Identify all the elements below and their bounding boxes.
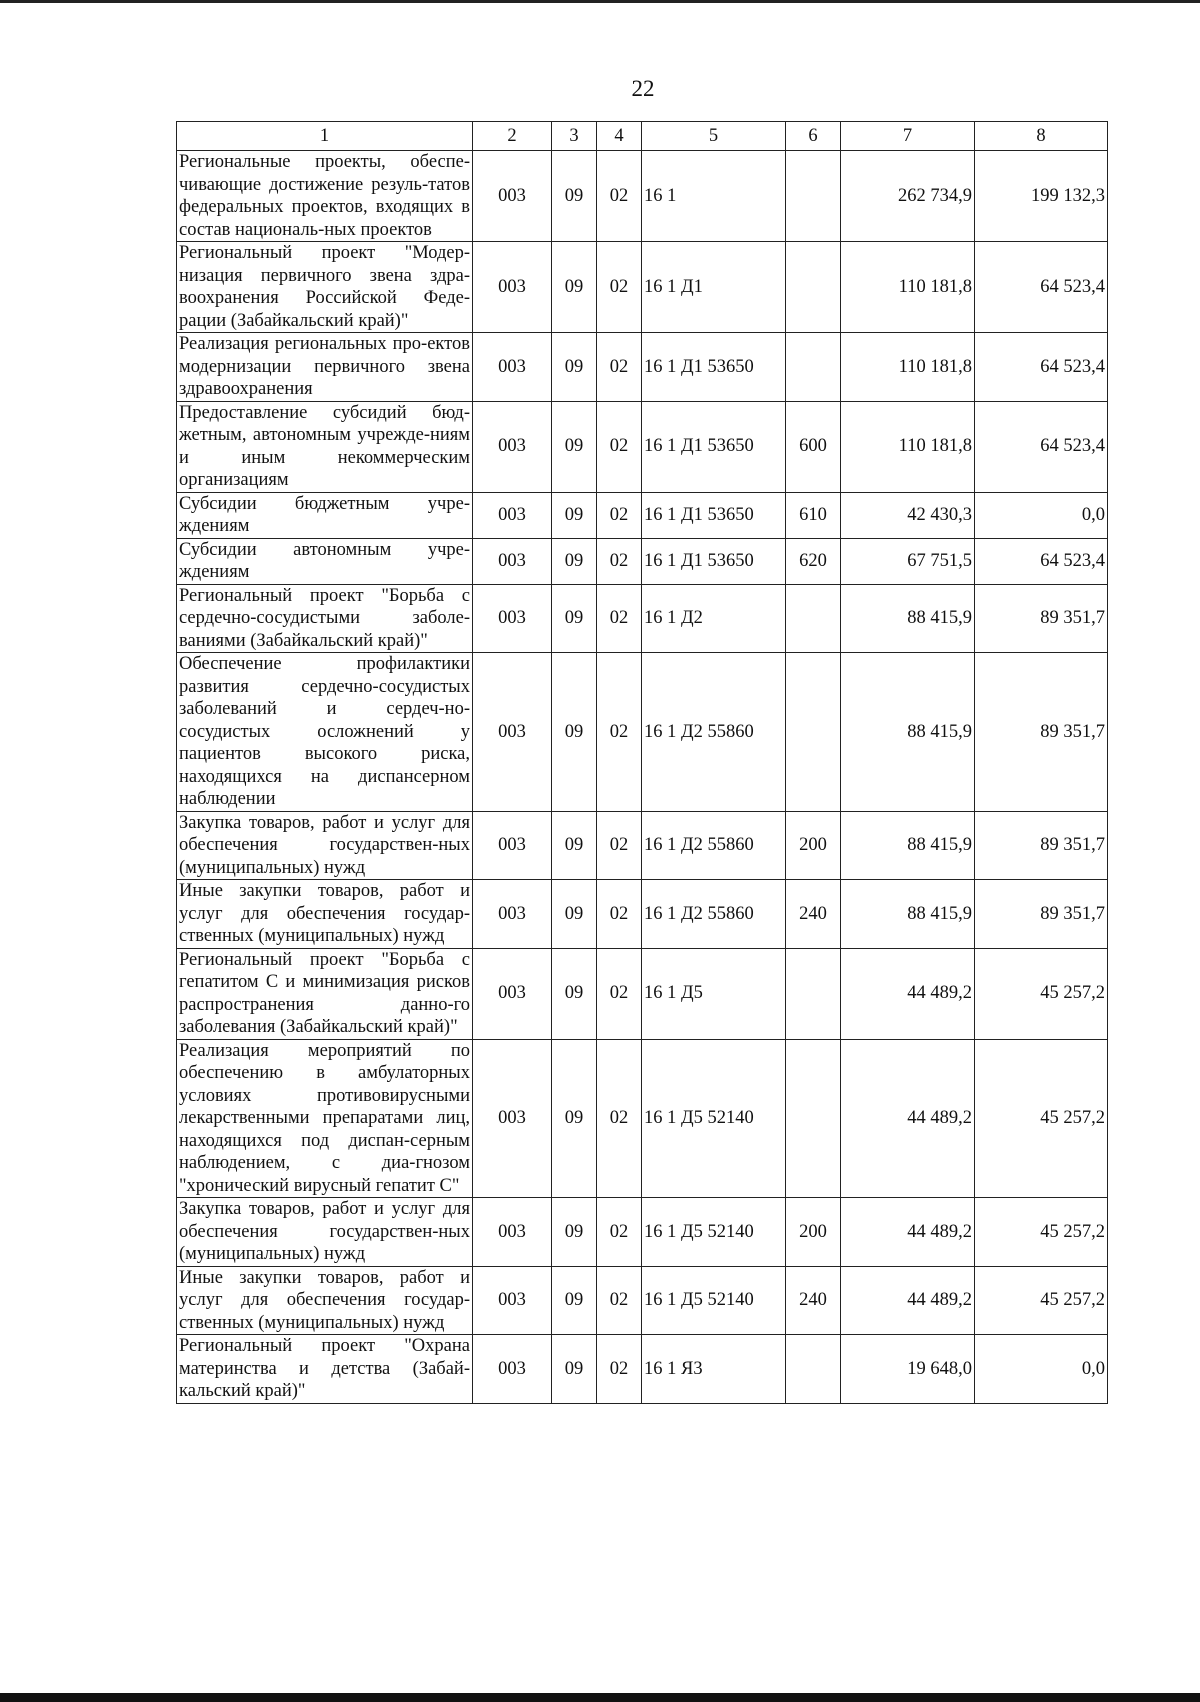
amount-col-7-cell: 88 415,9 — [841, 811, 975, 880]
code-col-5-cell: 16 1 Д5 — [642, 948, 786, 1039]
amount-col-7-cell: 44 489,2 — [841, 1039, 975, 1198]
code-col-3-cell: 09 — [552, 492, 597, 538]
row-name-cell: Предоставление субсидий бюд-жетным, автономным учрежде-ниям и иным некоммерческим организациям — [177, 401, 473, 492]
code-col-4-cell: 02 — [597, 1335, 642, 1404]
code-col-6-cell: 200 — [786, 811, 841, 880]
table-row — [177, 492, 1108, 538]
code-col-4-cell: 02 — [597, 1266, 642, 1335]
code-col-4-cell: 02 — [597, 242, 642, 333]
code-col-5-cell: 16 1 Д1 53650 — [642, 333, 786, 402]
code-col-2-cell: 003 — [473, 653, 552, 812]
row-name-cell: Региональный проект "Модер-низация первичного звена здра-воохранения Российской Феде-рации (Забайкальский край)" — [177, 242, 473, 333]
code-col-5-cell: 16 1 Д5 52140 — [642, 1198, 786, 1267]
amount-col-7-cell: 44 489,2 — [841, 1266, 975, 1335]
table-row — [177, 333, 1108, 402]
amount-col-7-cell: 88 415,9 — [841, 880, 975, 949]
code-col-5-cell: 16 1 Д1 53650 — [642, 492, 786, 538]
code-col-3-cell: 09 — [552, 584, 597, 653]
amount-col-8-cell: 45 257,2 — [975, 1198, 1108, 1267]
top-border-line — [0, 0, 1200, 3]
code-col-2-cell: 003 — [473, 811, 552, 880]
table-row — [177, 538, 1108, 584]
amount-col-8-cell: 89 351,7 — [975, 880, 1108, 949]
amount-col-8-cell: 45 257,2 — [975, 948, 1108, 1039]
table-row — [177, 584, 1108, 653]
code-col-6-cell: 610 — [786, 492, 841, 538]
row-name-cell: Обеспечение профилактики развития сердечно-сосудистых заболеваний и сердеч-но-сосудистых осложнений у пациентов высокого риска, находящихся на диспансерном наблюдении — [177, 653, 473, 812]
column-header-5: 5 — [642, 122, 786, 151]
amount-col-7-cell: 110 181,8 — [841, 333, 975, 402]
code-col-3-cell: 09 — [552, 653, 597, 812]
code-col-3-cell: 09 — [552, 1039, 597, 1198]
column-header-8: 8 — [975, 122, 1108, 151]
column-header-2: 2 — [473, 122, 552, 151]
code-col-2-cell: 003 — [473, 584, 552, 653]
code-col-6-cell: 620 — [786, 538, 841, 584]
code-col-6-cell: 200 — [786, 1198, 841, 1267]
row-name-cell: Реализация региональных про-ектов модернизации первичного звена здравоохранения — [177, 333, 473, 402]
code-col-3-cell: 09 — [552, 1266, 597, 1335]
code-col-2-cell: 003 — [473, 1039, 552, 1198]
code-col-3-cell: 09 — [552, 1198, 597, 1267]
code-col-6-cell — [786, 653, 841, 812]
table-row — [177, 1039, 1108, 1198]
code-col-3-cell: 09 — [552, 333, 597, 402]
amount-col-8-cell: 64 523,4 — [975, 538, 1108, 584]
amount-col-7-cell: 88 415,9 — [841, 584, 975, 653]
code-col-2-cell: 003 — [473, 242, 552, 333]
code-col-3-cell: 09 — [552, 242, 597, 333]
code-col-5-cell: 16 1 Д2 55860 — [642, 653, 786, 812]
table-row — [177, 1335, 1108, 1404]
code-col-4-cell: 02 — [597, 653, 642, 812]
table-row — [177, 242, 1108, 333]
row-name-cell: Закупка товаров, работ и услуг для обеспечения государствен-ных (муниципальных) нужд — [177, 811, 473, 880]
code-col-6-cell — [786, 584, 841, 653]
code-col-4-cell: 02 — [597, 584, 642, 653]
code-col-3-cell: 09 — [552, 948, 597, 1039]
amount-col-7-cell: 44 489,2 — [841, 1198, 975, 1267]
code-col-6-cell — [786, 1039, 841, 1198]
table-row — [177, 653, 1108, 812]
amount-col-8-cell: 89 351,7 — [975, 811, 1108, 880]
code-col-5-cell: 16 1 Я3 — [642, 1335, 786, 1404]
code-col-2-cell: 003 — [473, 1335, 552, 1404]
code-col-5-cell: 16 1 Д2 55860 — [642, 811, 786, 880]
amount-col-7-cell: 262 734,9 — [841, 151, 975, 242]
column-header-3: 3 — [552, 122, 597, 151]
row-name-cell: Иные закупки товаров, работ и услуг для обеспечения государ-ственных (муниципальных) нужд — [177, 1266, 473, 1335]
column-header-6: 6 — [786, 122, 841, 151]
code-col-3-cell: 09 — [552, 151, 597, 242]
table-row — [177, 401, 1108, 492]
amount-col-8-cell: 199 132,3 — [975, 151, 1108, 242]
code-col-4-cell: 02 — [597, 811, 642, 880]
code-col-5-cell: 16 1 Д1 53650 — [642, 538, 786, 584]
table-row — [177, 1198, 1108, 1267]
code-col-2-cell: 003 — [473, 492, 552, 538]
table-row — [177, 811, 1108, 880]
code-col-5-cell: 16 1 Д1 53650 — [642, 401, 786, 492]
row-name-cell: Региональный проект "Борьба с сердечно-сосудистыми заболе-ваниями (Забайкальский край)" — [177, 584, 473, 653]
row-name-cell: Закупка товаров, работ и услуг для обеспечения государствен-ных (муниципальных) нужд — [177, 1198, 473, 1267]
column-header-1: 1 — [177, 122, 473, 151]
row-name-cell: Иные закупки товаров, работ и услуг для обеспечения государ-ственных (муниципальных) нужд — [177, 880, 473, 949]
amount-col-7-cell: 110 181,8 — [841, 242, 975, 333]
code-col-4-cell: 02 — [597, 880, 642, 949]
row-name-cell: Региональный проект "Борьба с гепатитом С и минимизация рисков распространения данно-го заболевания (Забайкальский край)" — [177, 948, 473, 1039]
code-col-6-cell: 600 — [786, 401, 841, 492]
amount-col-7-cell: 110 181,8 — [841, 401, 975, 492]
amount-col-8-cell: 89 351,7 — [975, 584, 1108, 653]
table-row — [177, 151, 1108, 242]
code-col-6-cell — [786, 242, 841, 333]
code-col-2-cell: 003 — [473, 151, 552, 242]
page-number: 22 — [631, 76, 655, 101]
budget-table — [176, 121, 1108, 1404]
row-name-cell: Реализация мероприятий по обеспечению в амбулаторных условиях противовирусными лекарственными препаратами лиц, находящихся под диспан-серным наблюдением, с диа-гнозом "хронический вирусный гепатит С" — [177, 1039, 473, 1198]
amount-col-7-cell: 67 751,5 — [841, 538, 975, 584]
table-row — [177, 1266, 1108, 1335]
table-row — [177, 948, 1108, 1039]
code-col-4-cell: 02 — [597, 948, 642, 1039]
code-col-4-cell: 02 — [597, 401, 642, 492]
code-col-6-cell — [786, 333, 841, 402]
code-col-3-cell: 09 — [552, 1335, 597, 1404]
amount-col-8-cell: 0,0 — [975, 492, 1108, 538]
table-row — [177, 880, 1108, 949]
column-header-7: 7 — [841, 122, 975, 151]
header-row — [177, 122, 1108, 151]
code-col-2-cell: 003 — [473, 880, 552, 949]
amount-col-7-cell: 42 430,3 — [841, 492, 975, 538]
code-col-3-cell: 09 — [552, 538, 597, 584]
code-col-2-cell: 003 — [473, 1266, 552, 1335]
code-col-5-cell: 16 1 Д1 — [642, 242, 786, 333]
code-col-2-cell: 003 — [473, 401, 552, 492]
code-col-2-cell: 003 — [473, 948, 552, 1039]
amount-col-8-cell: 64 523,4 — [975, 401, 1108, 492]
amount-col-8-cell: 64 523,4 — [975, 242, 1108, 333]
code-col-6-cell — [786, 948, 841, 1039]
code-col-2-cell: 003 — [473, 538, 552, 584]
code-col-4-cell: 02 — [597, 333, 642, 402]
code-col-6-cell — [786, 151, 841, 242]
row-name-cell: Субсидии бюджетным учре-ждениям — [177, 492, 473, 538]
amount-col-7-cell: 88 415,9 — [841, 653, 975, 812]
code-col-2-cell: 003 — [473, 1198, 552, 1267]
amount-col-7-cell: 19 648,0 — [841, 1335, 975, 1404]
amount-col-8-cell: 64 523,4 — [975, 333, 1108, 402]
code-col-4-cell: 02 — [597, 492, 642, 538]
code-col-3-cell: 09 — [552, 880, 597, 949]
code-col-4-cell: 02 — [597, 538, 642, 584]
amount-col-8-cell: 45 257,2 — [975, 1039, 1108, 1198]
row-name-cell: Субсидии автономным учре-ждениям — [177, 538, 473, 584]
code-col-5-cell: 16 1 Д2 55860 — [642, 880, 786, 949]
amount-col-7-cell: 44 489,2 — [841, 948, 975, 1039]
code-col-6-cell: 240 — [786, 1266, 841, 1335]
row-name-cell: Региональные проекты, обеспе-чивающие достижение резуль-татов федеральных проектов, входящих в состав националь-ных проектов — [177, 151, 473, 242]
code-col-6-cell — [786, 1335, 841, 1404]
code-col-5-cell: 16 1 Д5 52140 — [642, 1039, 786, 1198]
amount-col-8-cell: 45 257,2 — [975, 1266, 1108, 1335]
row-name-cell: Региональный проект "Охрана материнства и детства (Забай-кальский край)" — [177, 1335, 473, 1404]
amount-col-8-cell: 89 351,7 — [975, 653, 1108, 812]
code-col-4-cell: 02 — [597, 1039, 642, 1198]
amount-col-8-cell: 0,0 — [975, 1335, 1108, 1404]
column-header-4: 4 — [597, 122, 642, 151]
code-col-5-cell: 16 1 — [642, 151, 786, 242]
code-col-4-cell: 02 — [597, 1198, 642, 1267]
bottom-border-line — [0, 1693, 1200, 1702]
code-col-3-cell: 09 — [552, 811, 597, 880]
code-col-3-cell: 09 — [552, 401, 597, 492]
code-col-4-cell: 02 — [597, 151, 642, 242]
code-col-2-cell: 003 — [473, 333, 552, 402]
code-col-5-cell: 16 1 Д2 — [642, 584, 786, 653]
table-body — [177, 122, 1108, 1404]
code-col-6-cell: 240 — [786, 880, 841, 949]
code-col-5-cell: 16 1 Д5 52140 — [642, 1266, 786, 1335]
